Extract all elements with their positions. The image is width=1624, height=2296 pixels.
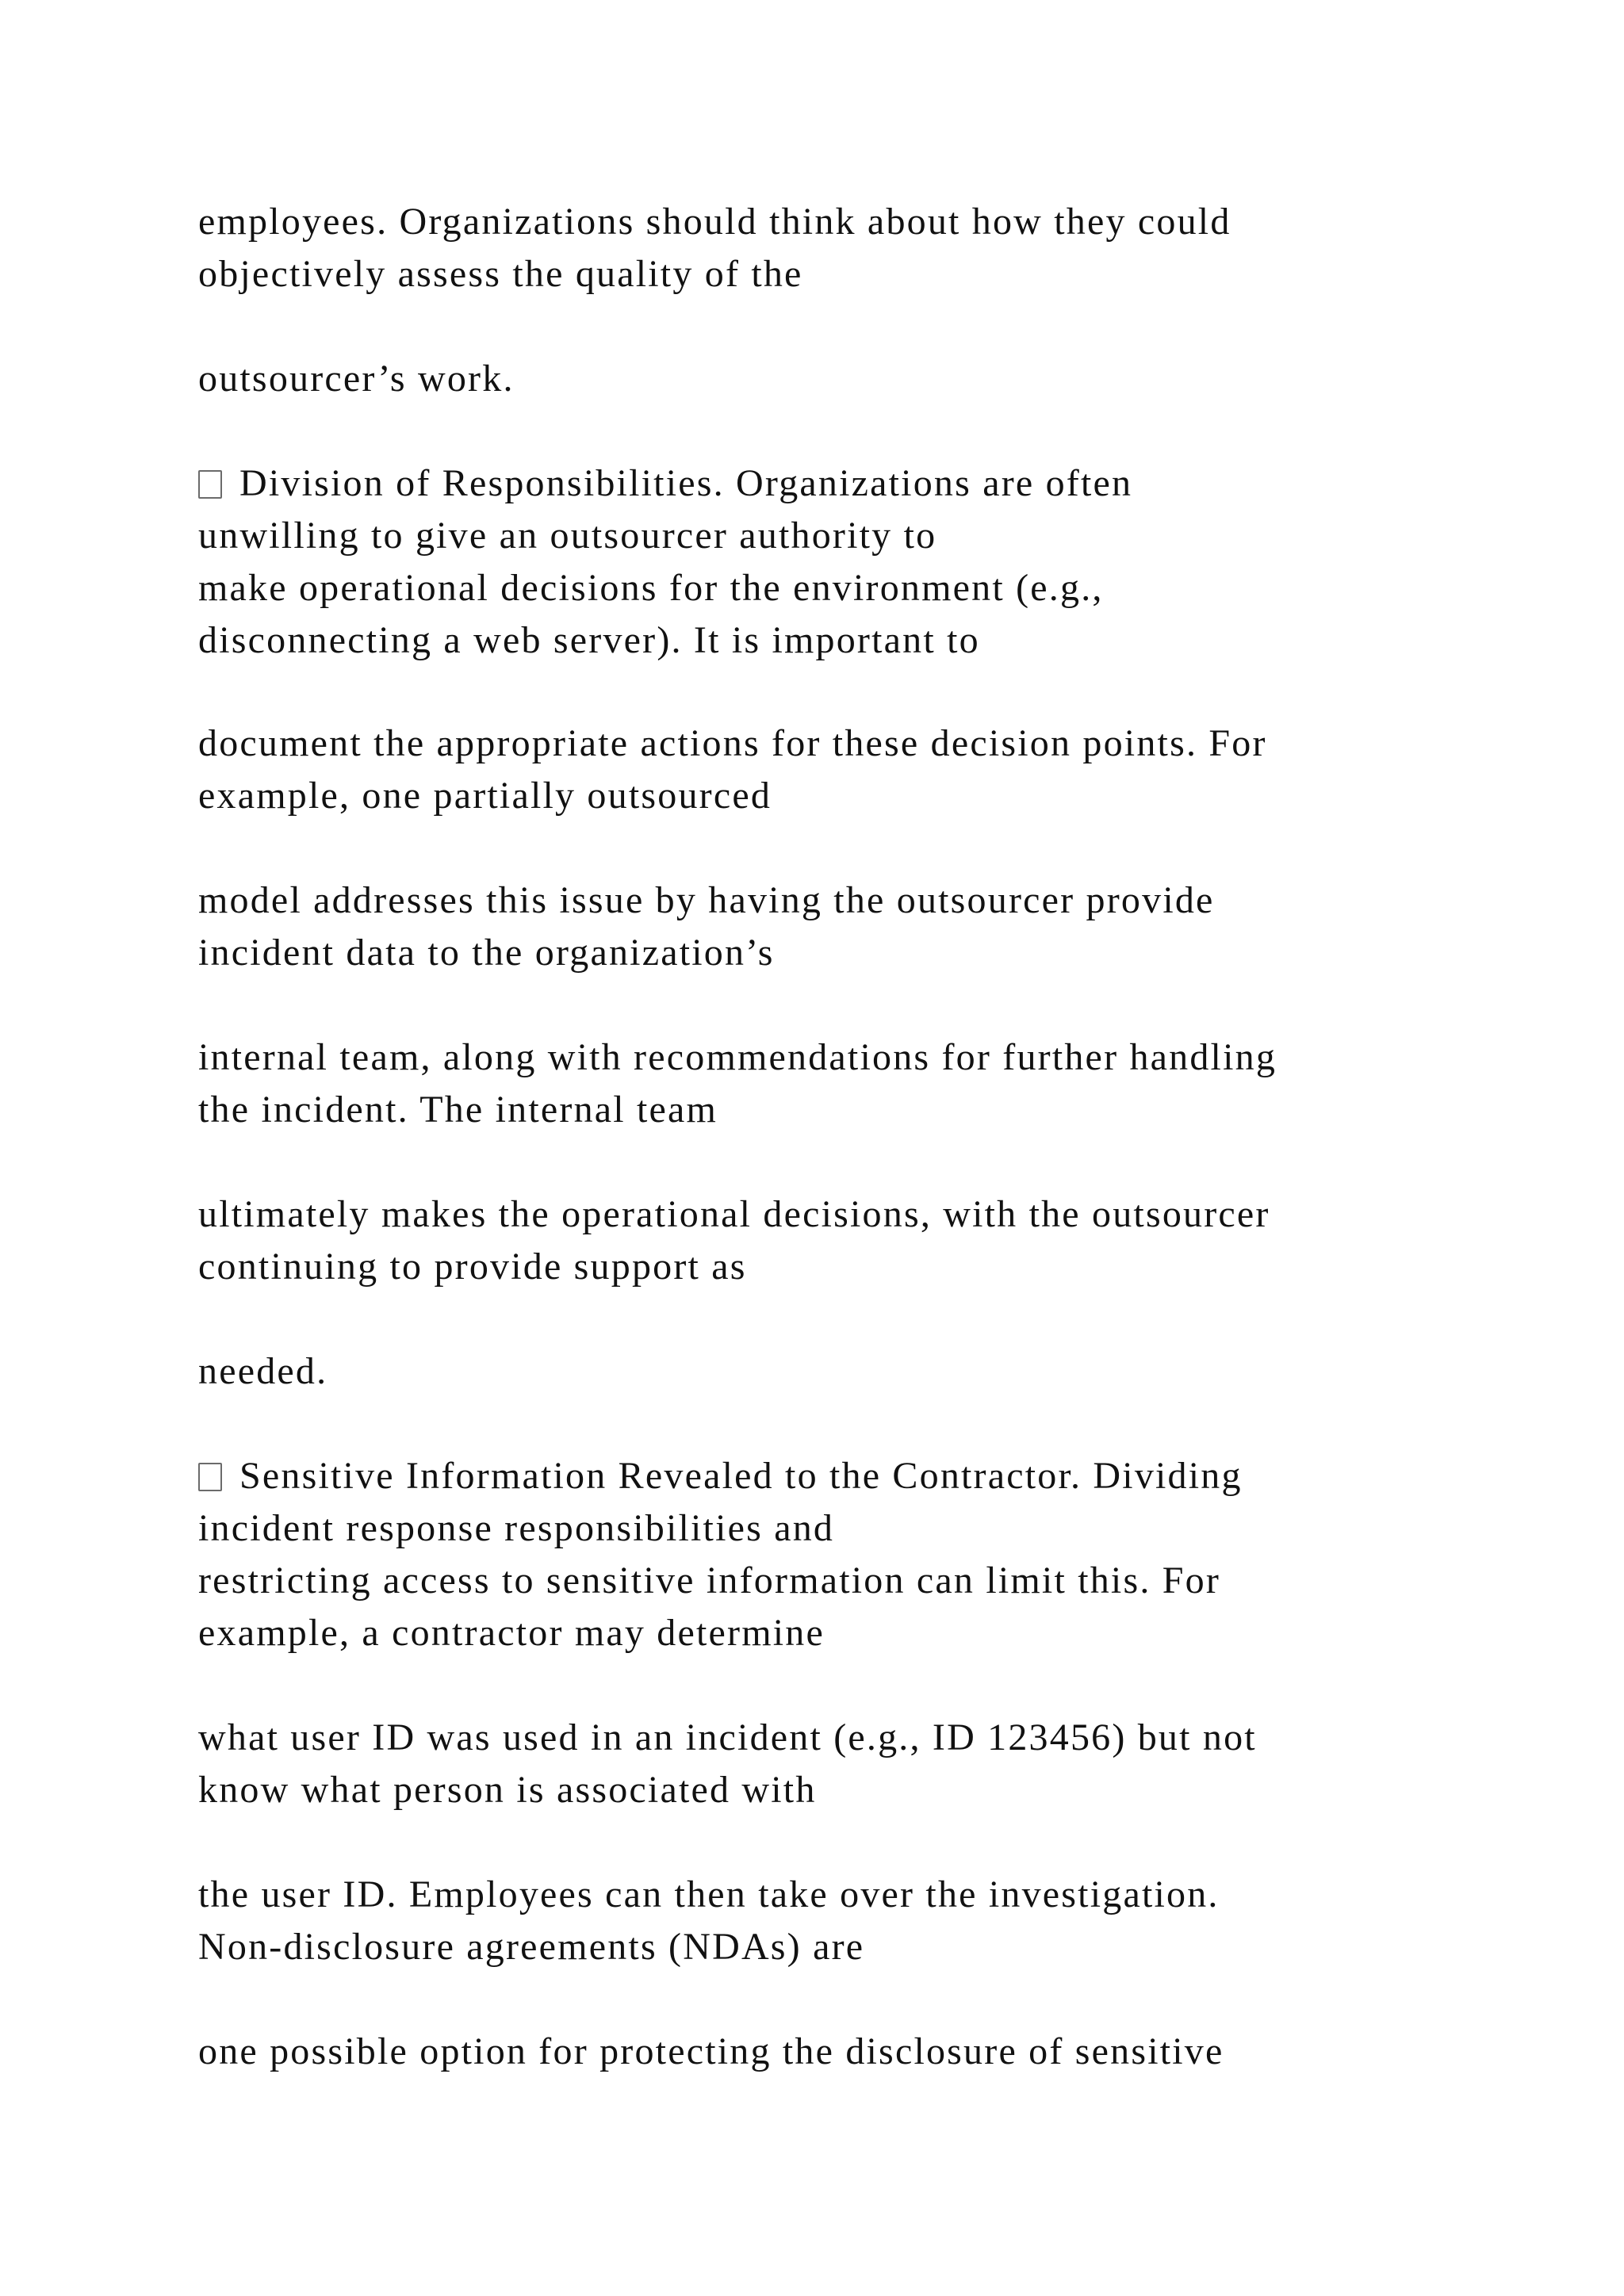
- text-line: unwilling to give an outsourcer authority to: [198, 515, 937, 557]
- text-line: employees. Organizations should think about how they could: [198, 201, 1231, 243]
- text-line: document the appropriate actions for these decision points. For: [198, 722, 1267, 764]
- text-line: objectively assess the quality of the: [198, 253, 803, 295]
- text-line: internal team, along with recommendations for further handling: [198, 1036, 1277, 1078]
- text-line: needed.: [198, 1350, 328, 1392]
- text-line: continuing to provide support as: [198, 1246, 747, 1288]
- text-line: restricting access to sensitive information can limit this. For: [198, 1559, 1221, 1601]
- text-line: what user ID was used in an incident (e.g., ID 123456) but not: [198, 1716, 1257, 1758]
- text-line: know what person is associated with: [198, 1769, 817, 1811]
- bullet-glyph-icon: [198, 1463, 222, 1491]
- text-line: incident data to the organization’s: [198, 932, 775, 974]
- text-line: incident response responsibilities and: [198, 1507, 835, 1549]
- bullet-glyph-icon: [198, 470, 222, 499]
- text-line: disconnecting a web server). It is important to: [198, 619, 980, 661]
- text-line: Non-disclosure agreements (NDAs) are: [198, 1926, 865, 1968]
- text-line: outsourcer’s work.: [198, 358, 515, 400]
- text-line: example, a contractor may determine: [198, 1612, 825, 1654]
- text-line: one possible option for protecting the disclosure of sensitive: [198, 2030, 1224, 2072]
- text-line: the user ID. Employees can then take over the investigation.: [198, 1873, 1220, 1915]
- text-line: the incident. The internal team: [198, 1089, 718, 1131]
- bullet-text: Division of Responsibilities. Organizations are often: [239, 462, 1133, 504]
- text-line: model addresses this issue by having the outsourcer provide: [198, 879, 1215, 921]
- bullet-item-sensitive: [198, 1457, 1243, 1495]
- text-line: make operational decisions for the environment (e.g.,: [198, 567, 1104, 609]
- bullet-text: Sensitive Information Revealed to the Contractor. Dividing: [239, 1455, 1243, 1497]
- bullet-item-division: [198, 462, 1133, 504]
- text-line: ultimately makes the operational decisions, with the outsourcer: [198, 1193, 1270, 1235]
- text-line: example, one partially outsourced: [198, 775, 772, 817]
